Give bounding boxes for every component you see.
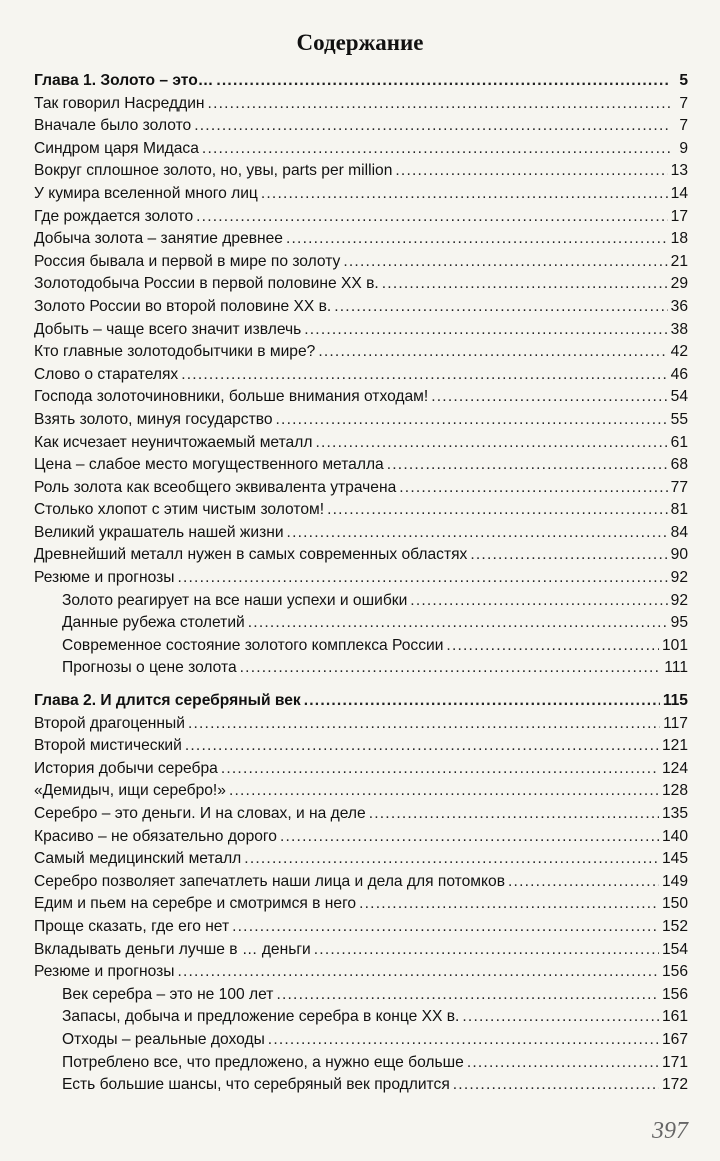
toc-entry-title: Едим и пьем на серебре и смотримся в него [34, 895, 357, 913]
toc-subentry [34, 1074, 688, 1097]
dot-leader [221, 758, 659, 781]
toc-entry [34, 961, 688, 984]
toc-entry-title: Древнейший металл нужен в самых современных областях [34, 546, 468, 564]
toc-entry [34, 848, 688, 871]
toc-entry-page: 156 [661, 963, 688, 981]
toc-entry [34, 386, 688, 409]
toc-entry [34, 916, 688, 939]
toc-entry-page: 172 [661, 1076, 688, 1094]
toc-entry-page: 171 [661, 1053, 688, 1071]
toc-entry [34, 522, 688, 545]
toc-entry-title: Самый медицинский металл [34, 850, 242, 868]
toc-entry-page: 36 [670, 297, 688, 315]
toc-entry-title: У кумира вселенной много лиц [34, 184, 258, 202]
toc-entry-page: 7 [679, 117, 688, 135]
toc-entry-title: Отходы – реальные доходы [62, 1030, 265, 1048]
toc-entry-title: Прогнозы о цене золота [62, 659, 237, 677]
toc-entry-title: Потреблено все, что предложено, а нужно еще больше [62, 1053, 464, 1071]
toc-entry-title: Господа золоточиновники, больше внимания отходам! [34, 388, 429, 406]
page-title: Содержание [296, 30, 424, 55]
toc-entry [34, 138, 688, 161]
toc-entry [34, 341, 688, 364]
toc-entry [34, 713, 688, 736]
toc-entry-title: Россия бывала и первой в мире по золоту [34, 252, 341, 270]
toc-subentry [34, 657, 688, 680]
toc-entry [34, 409, 688, 432]
toc-entry-page: 92 [670, 591, 688, 609]
toc-entry [34, 454, 688, 477]
dot-leader [177, 567, 667, 590]
toc-entry-title: Добыть – чаще всего значит извлечь [34, 320, 302, 338]
toc-entry [34, 758, 688, 781]
dot-leader [280, 826, 659, 849]
toc-entry-title: Кто главные золотодобытчики в мире? [34, 343, 316, 361]
toc-entry-title: Где рождается золото [34, 207, 194, 225]
dot-leader [185, 735, 659, 758]
toc-subentry [34, 1029, 688, 1052]
dot-leader [248, 612, 668, 635]
toc-entry-title: Золото России во второй половине XX в. [34, 297, 332, 315]
dot-leader [194, 115, 671, 138]
dot-leader [410, 590, 667, 613]
toc-entry-page: 150 [661, 895, 688, 913]
toc-entry-page: 135 [661, 805, 688, 822]
toc-entry-title: Слово о старателях [34, 365, 179, 383]
toc-entry-page: 84 [670, 523, 688, 541]
toc-entry [34, 93, 688, 116]
toc-entry-page: 154 [661, 940, 688, 958]
toc-subentry [34, 1052, 688, 1075]
toc-entry-title: Проще сказать, где его нет [34, 917, 230, 935]
dot-leader [268, 1029, 659, 1052]
toc-entry [34, 160, 688, 183]
dot-leader [304, 690, 660, 713]
toc-entry-page: 128 [661, 782, 688, 800]
toc-entry-page: 152 [661, 917, 688, 935]
dot-leader [208, 93, 671, 116]
dot-leader [181, 364, 667, 387]
toc-entry-page: 161 [661, 1008, 688, 1026]
dot-leader [286, 228, 668, 251]
toc-entry-page: 5 [679, 72, 688, 89]
toc-entry-title: Второй драгоценный [34, 714, 185, 732]
toc-entry-page: 115 [662, 692, 688, 710]
toc-entry-title: Добыча золота – занятие древнее [34, 230, 283, 248]
toc-entry [34, 364, 688, 387]
toc-entry [34, 939, 688, 962]
toc-entry [34, 319, 688, 342]
dot-leader [359, 893, 659, 916]
toc-entry [34, 296, 688, 319]
dot-leader [343, 251, 667, 274]
dot-leader [334, 296, 667, 319]
dot-leader [261, 183, 668, 206]
dot-leader [188, 713, 660, 736]
dot-leader [314, 939, 659, 962]
toc-entry-page: 156 [661, 985, 688, 1003]
toc-entry [34, 780, 688, 803]
dot-leader [196, 206, 668, 229]
toc-entry-page: 111 [664, 659, 688, 677]
dot-leader [431, 386, 667, 409]
dot-leader [232, 916, 659, 939]
toc-entry-page: 124 [661, 759, 688, 777]
dot-leader [229, 780, 659, 803]
toc-entry-page: 81 [670, 501, 688, 519]
toc-entry-title: Золотодобыча России в первой половине XX в. [34, 275, 379, 293]
toc-entry [34, 477, 688, 500]
dot-leader [304, 319, 667, 342]
dot-leader [240, 657, 662, 680]
dot-leader [453, 1074, 659, 1097]
toc-entry-title: Резюме и прогнозы [34, 569, 175, 587]
dot-leader [446, 635, 659, 658]
toc-entry [34, 871, 688, 894]
toc-entry-page: 13 [670, 162, 688, 180]
toc-entry-page: 61 [670, 433, 688, 451]
toc-entry [34, 735, 688, 758]
toc-entry-title: «Демидыч, ищи серебро!» [34, 782, 226, 800]
toc-entry [34, 273, 688, 296]
toc-entry-title: Вкладывать деньги лучше в … деньги [34, 940, 311, 958]
toc-entry-title: Данные рубежа столетий [62, 614, 245, 632]
dot-leader [399, 477, 667, 500]
toc-subentry [34, 590, 688, 613]
toc-entry-page: 167 [661, 1030, 688, 1048]
toc-entry-page: 18 [670, 230, 688, 248]
dot-leader [318, 341, 667, 364]
dot-leader [327, 499, 668, 522]
toc-entry-page: 46 [670, 365, 688, 383]
toc-entry-page: 68 [670, 456, 688, 474]
toc-entry-page: 54 [670, 388, 688, 406]
dot-leader [470, 544, 667, 567]
dot-leader [276, 984, 659, 1007]
toc-entry-page: 121 [661, 737, 688, 755]
toc-entry-page: 17 [670, 207, 688, 225]
toc-entry-page: 145 [661, 850, 688, 868]
toc-entry-page: 42 [670, 343, 688, 361]
dot-leader [467, 1052, 659, 1075]
toc-entry [34, 432, 688, 455]
toc-entry-title: Глава 2. И длится серебряный век [34, 692, 301, 710]
dot-leader [462, 1006, 659, 1029]
toc-subentry [34, 1006, 688, 1029]
toc-entry [34, 567, 688, 590]
toc-entry-page: 117 [663, 714, 688, 732]
toc-entry-title: Как исчезает неуничтожаемый металл [34, 433, 313, 451]
dot-leader [216, 70, 671, 93]
toc-entry-page: 38 [670, 320, 688, 338]
toc-entry-title: Столько хлопот с этим чистым золотом! [34, 501, 325, 519]
toc-entry-page: 77 [670, 478, 688, 496]
toc-entry-title: Запасы, добыча и предложение серебра в конце XX в. [62, 1008, 460, 1026]
toc-entry-title: Великий украшатель нашей жизни [34, 523, 284, 541]
dot-leader [369, 803, 659, 826]
toc-entry-title: Есть большие шансы, что серебряный век продлится [62, 1076, 450, 1094]
toc-entry-title: Вокруг сплошное золото, но, увы, parts per million [34, 162, 393, 180]
toc-entry [34, 826, 688, 849]
dot-leader [244, 848, 659, 871]
toc-subentry [34, 612, 688, 635]
toc-entry-title: Золото реагирует на все наши успехи и ошибки [62, 591, 408, 609]
dot-leader [202, 138, 671, 161]
toc-entry [34, 803, 688, 826]
toc-entry-page: 7 [679, 94, 688, 112]
toc-chapter [34, 690, 688, 713]
toc-entry-title: Век серебра – это не 100 лет [62, 985, 274, 1003]
toc-entry [34, 499, 688, 522]
dot-leader [382, 273, 668, 296]
toc-entry-title: Серебро позволяет запечатлеть наши лица и дела для потомков [34, 872, 505, 890]
dot-leader [177, 961, 659, 984]
toc-entry-page: 149 [661, 872, 688, 890]
toc-entry-title: Второй мистический [34, 737, 182, 755]
toc-entry-title: Вначале было золото [34, 117, 192, 135]
toc-entry [34, 251, 688, 274]
dot-leader [395, 160, 667, 183]
toc-entry-title: Резюме и прогнозы [34, 963, 175, 981]
table-of-contents [34, 70, 688, 1097]
toc-entry-title: Цена – слабое место могущественного металла [34, 456, 384, 474]
toc-entry-title: Глава 1. Золото – это… [34, 72, 214, 89]
toc-entry-title: История добычи серебра [34, 759, 218, 777]
toc-entry-page: 140 [661, 827, 688, 845]
toc-entry [34, 228, 688, 251]
dot-leader [287, 522, 668, 545]
toc-entry-page: 21 [670, 252, 688, 270]
toc-entry-page: 29 [670, 275, 688, 293]
toc-entry [34, 544, 688, 567]
toc-entry-page: 92 [670, 569, 688, 587]
toc-entry [34, 893, 688, 916]
dot-leader [387, 454, 668, 477]
toc-entry-page: 90 [670, 546, 688, 564]
toc-entry [34, 206, 688, 229]
toc-entry-page: 9 [679, 139, 688, 157]
toc-entry-title: Серебро – это деньги. И на словах, и на деле [34, 805, 366, 822]
toc-entry-title: Взять золото, минуя государство [34, 410, 273, 428]
toc-subentry [34, 984, 688, 1007]
toc-entry-page: 14 [670, 184, 688, 202]
toc-entry [34, 183, 688, 206]
toc-entry-page: 95 [670, 614, 688, 632]
dot-leader [315, 432, 667, 455]
toc-subentry [34, 635, 688, 658]
toc-entry [34, 115, 688, 138]
page-number: 397 [652, 1118, 688, 1144]
toc-entry-title: Роль золота как всеобщего эквивалента утрачена [34, 478, 397, 496]
toc-chapter [34, 70, 688, 93]
dot-leader [508, 871, 659, 894]
toc-entry-title: Современное состояние золотого комплекса России [62, 636, 444, 654]
toc-entry-title: Так говорил Насреддин [34, 94, 205, 112]
toc-entry-page: 101 [661, 636, 688, 654]
toc-entry-title: Синдром царя Мидаса [34, 139, 199, 157]
toc-entry-title: Красиво – не обязательно дорого [34, 827, 277, 845]
dot-leader [276, 409, 668, 432]
toc-entry-page: 55 [670, 410, 688, 428]
